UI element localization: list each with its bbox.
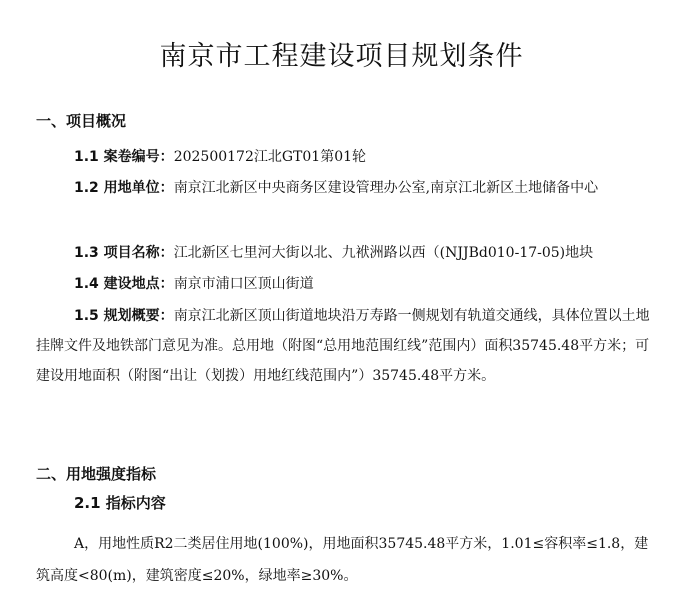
item-label: 1.3 项目名称：	[74, 245, 174, 261]
section-heading-land-intensity: 二、用地强度指标	[36, 465, 157, 483]
item-value: 江北新区七里河大街以北、九袱洲路以西（(NJJBd010-17-05)地块	[173, 245, 594, 261]
indicator-paragraph: A，用地性质R2二类居住用地(100%)，用地面积35745.48平方米，1.01≤容积率≤1.8，建筑高度<80(m)，建筑密度≤20%，绿地率≥30%。	[36, 536, 649, 584]
item-value: 南京江北新区顶山街道地块沿万寿路一侧规划有轨道交通线，具体位置以土地挂牌文件及地铁部门意见为准。总用地（附图“总用地范围红线”范围内）面积35745.48平方米；可建设用地面积（附图“出让（划拨）用地红线范围内”）35745.48平方米。	[36, 308, 650, 384]
item-planning-summary	[36, 301, 662, 391]
item-value: 南京江北新区中央商务区建设管理办公室,南京江北新区土地储备中心	[173, 180, 599, 196]
item-label: 1.1 案卷编号：	[74, 149, 174, 165]
item-case-number	[36, 142, 683, 172]
item-value: 南京市浦口区顶山街道	[173, 276, 314, 292]
subsection-heading-indicators: 2.1 指标内容	[74, 494, 166, 512]
item-project-name	[36, 238, 683, 268]
item-value: 202500172江北GT01第01轮	[173, 149, 367, 165]
item-label: 1.2 用地单位：	[74, 180, 174, 196]
item-label: 1.5 规划概要：	[74, 308, 174, 324]
item-location	[36, 269, 683, 299]
document-title: 南京市工程建设项目规划条件	[159, 41, 524, 72]
section-heading-project-overview: 一、项目概况	[36, 112, 127, 130]
item-land-user	[36, 173, 662, 203]
item-label: 1.4 建设地点：	[74, 276, 174, 292]
